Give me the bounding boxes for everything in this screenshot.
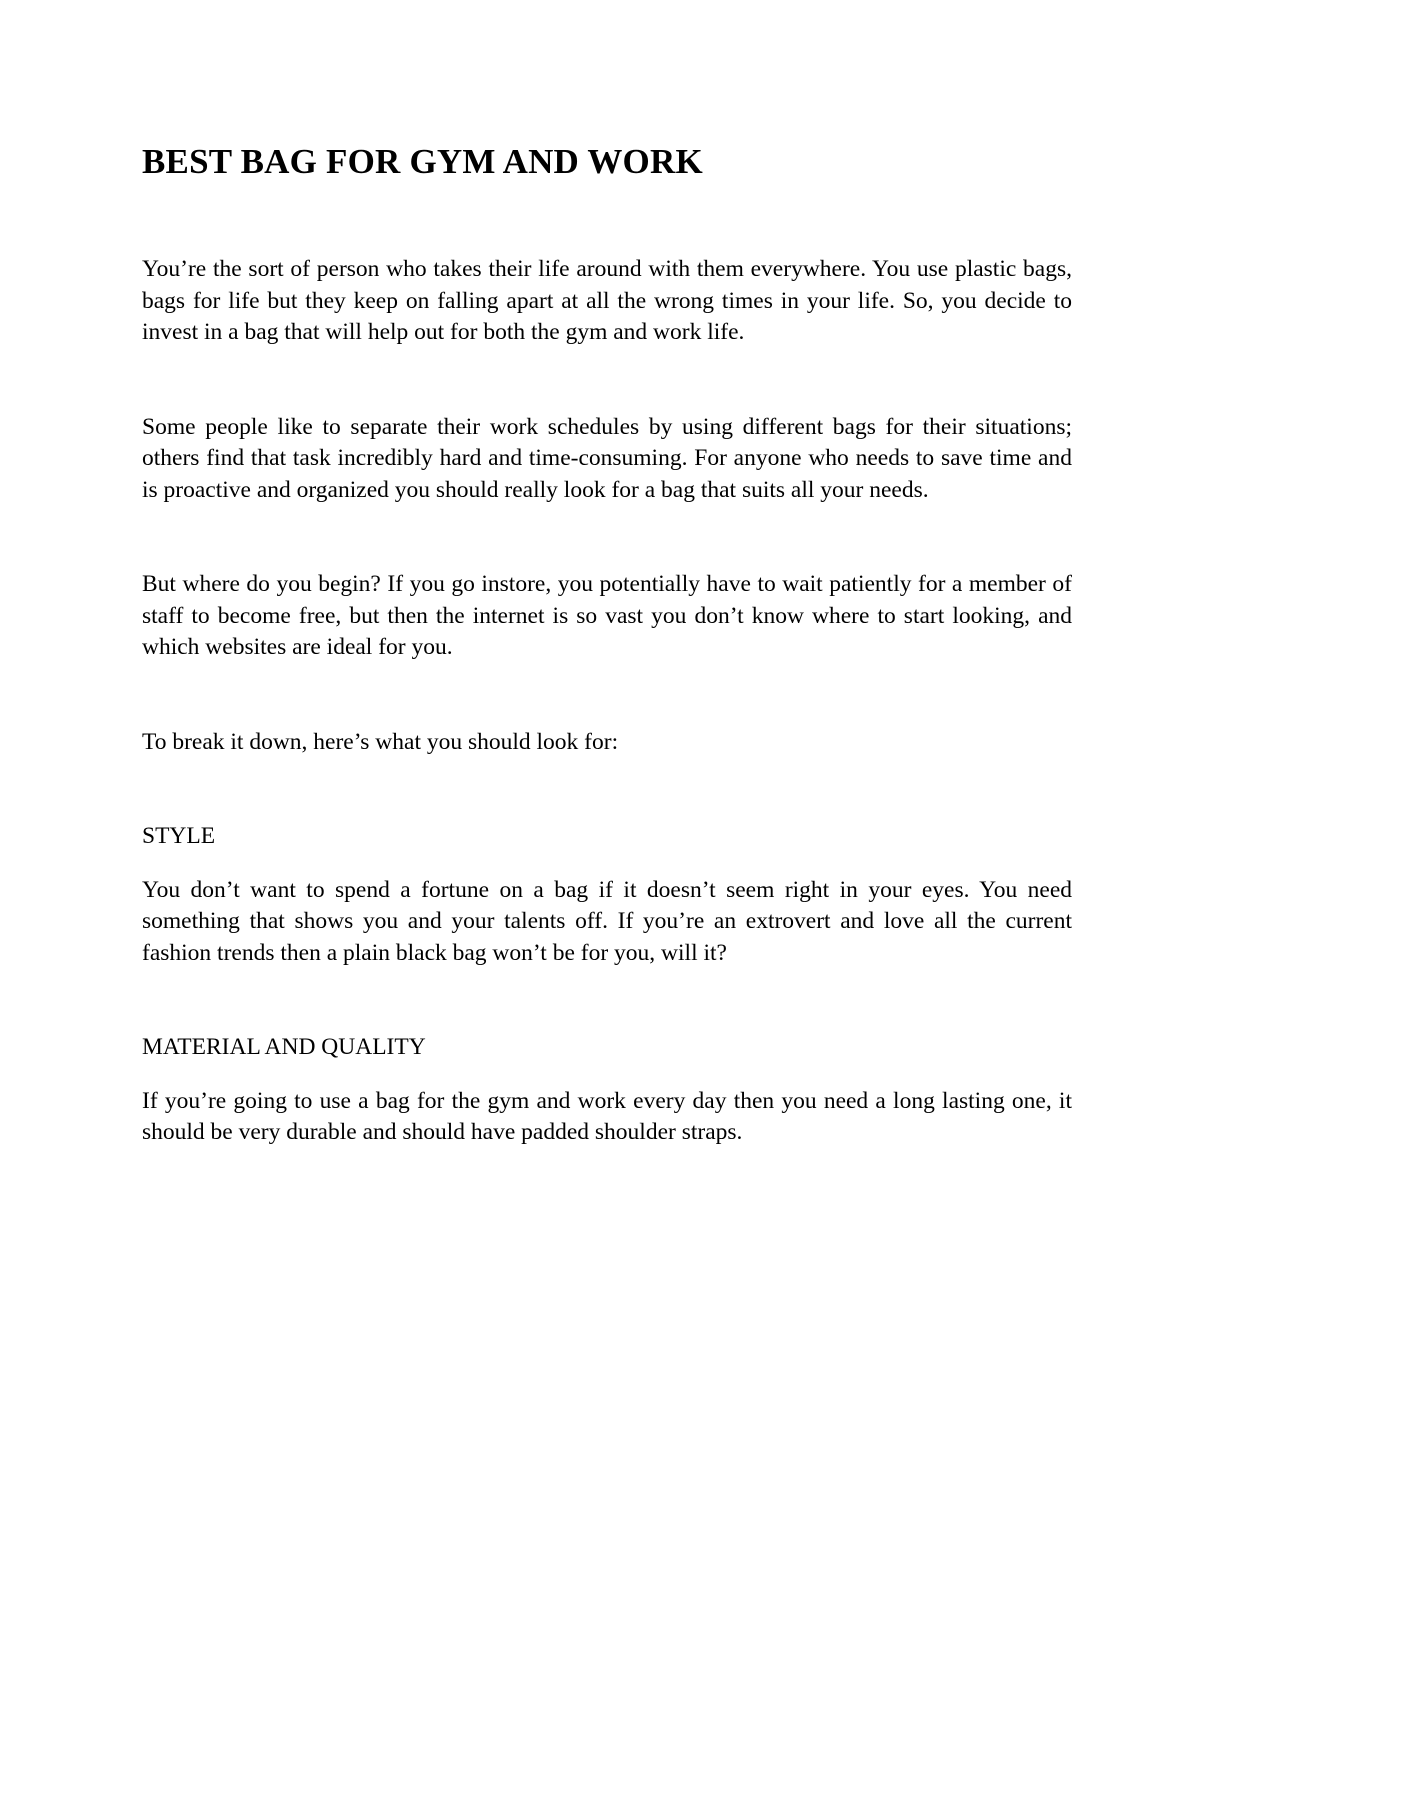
spacer-before-style-heading (142, 758, 1072, 821)
section-body-style: You don’t want to spend a fortune on a bag if it doesn’t seem right in your eyes. You need something that shows you and your talents off. If you’re an extrovert and love all the current fashion trends then a plain black bag won’t be for you, will it? (142, 876, 1072, 966)
spacer-material-heading-body (142, 1064, 1072, 1086)
page-title: BEST BAG FOR GYM AND WORK (142, 142, 703, 181)
paragraph-intro: You’re the sort of person who takes their life around with them everywhere. You use plastic bags, bags for life but they keep on falling apart at all the wrong times in your life. So, you decide to invest in a bag that will help out for both the gym and work life. (142, 256, 1072, 346)
paragraph-separation: Some people like to separate their work schedules by using different bags for their situations; others find that task incredibly hard and time-consuming. For anyone who needs to save time and is proactive and organized you should really look for a bag that suits all your needs. (142, 413, 1072, 503)
section-body-material-and-quality: If you’re going to use a bag for the gym and work every day then you need a long lasting one, it should be very durable and should have padded shoulder straps. (142, 1087, 1072, 1146)
spacer-before-material-heading (142, 969, 1072, 1032)
spacer-after-where-to-begin (142, 664, 1072, 727)
spacer-title (142, 182, 1072, 254)
paragraph-where-to-begin: But where do you begin? If you go instore, you potentially have to wait patiently for a member of staff to become free, but then the internet is so vast you don’t know where to start looking, and which websites are ideal for you. (142, 571, 1072, 661)
paragraph-break-it-down: To break it down, here’s what you should look for: (142, 728, 619, 755)
section-heading-style: STYLE (142, 823, 216, 850)
spacer-after-separation (142, 506, 1072, 569)
document-content (142, 0, 1072, 1149)
spacer-style-heading-body (142, 853, 1072, 875)
section-heading-material-and-quality: MATERIAL AND QUALITY (142, 1034, 426, 1061)
spacer-after-intro (142, 349, 1072, 412)
